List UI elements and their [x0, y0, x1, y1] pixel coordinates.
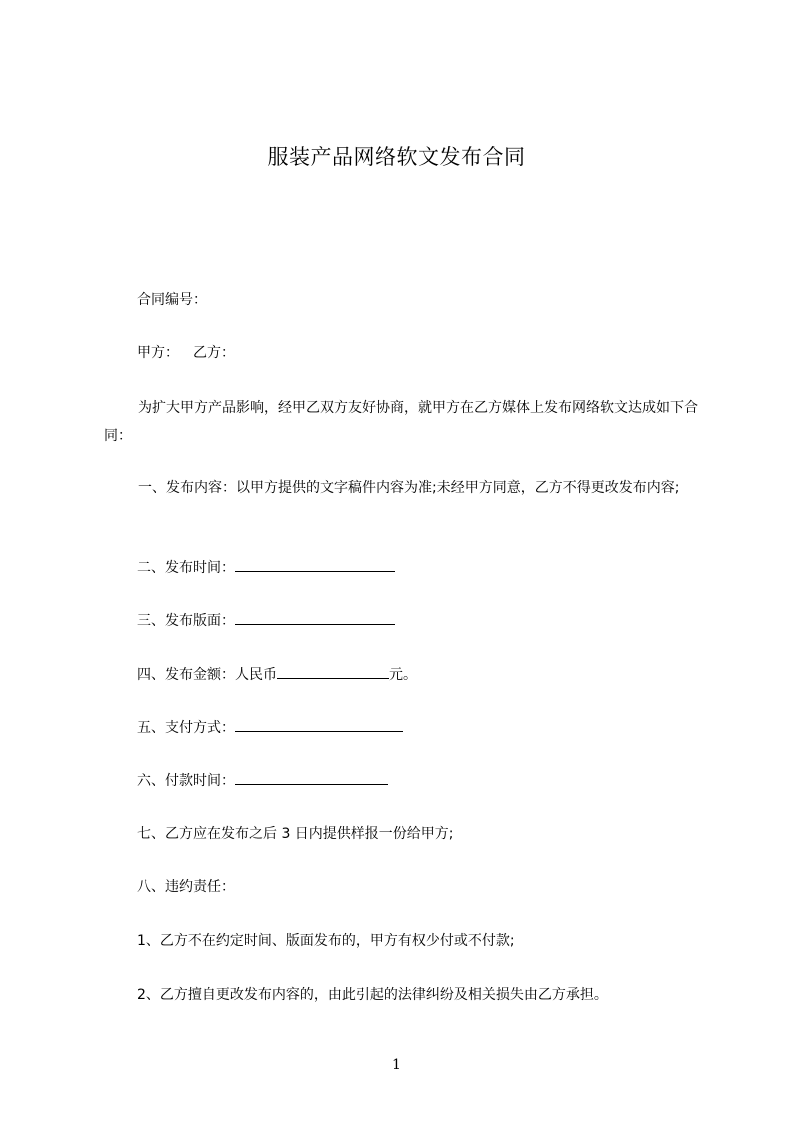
clause-3-line [137, 610, 395, 631]
clause-4-label: 四、发布金额：人民币 [137, 667, 277, 683]
clause-5-line [137, 717, 403, 738]
clause-6-blank [235, 770, 388, 785]
clause-7-line: 七、乙方应在发布之后 3 日内提供样报一份给甲方; [137, 826, 454, 842]
clause-2-label: 二、发布时间： [137, 560, 235, 576]
page-number: 1 [392, 1057, 401, 1073]
party-a-label: 甲方： [137, 345, 179, 361]
document-title: 服装产品网络软文发布合同 [267, 145, 526, 169]
clause-3-blank [235, 610, 395, 625]
clause-5-label: 五、支付方式： [137, 720, 235, 736]
clause-5-blank [235, 717, 403, 732]
contract-number-label: 合同编号： [137, 292, 207, 308]
clause-4-blank [277, 664, 389, 679]
clause-8-1-line: 1、乙方不在约定时间、版面发布的，甲方有权少付或不付款; [137, 933, 515, 949]
clause-8-2-line: 2、乙方擅自更改发布内容的，由此引起的法律纠纷及相关损失由乙方承担。 [137, 987, 608, 1003]
clause-4-line [137, 664, 417, 685]
intro-paragraph: 为扩大甲方产品影响，经甲乙双方友好协商，就甲方在乙方媒体上发布网络软文达成如下合同： [104, 400, 698, 444]
clause-1-paragraph: 一、发布内容：以甲方提供的文字稿件内容为准;未经甲方同意，乙方不得更改发布内容; [138, 480, 680, 496]
party-b-label: 乙方： [193, 345, 235, 361]
clause-6-label: 六、付款时间： [137, 773, 235, 789]
clause-2-line [137, 557, 395, 578]
clause-3-label: 三、发布版面： [137, 613, 235, 629]
clause-8-line: 八、违约责任： [137, 879, 235, 895]
clause-6-line [137, 770, 388, 791]
clause-2-blank [235, 557, 395, 572]
party-line [137, 343, 235, 363]
clause-4-suffix: 元。 [389, 667, 417, 683]
